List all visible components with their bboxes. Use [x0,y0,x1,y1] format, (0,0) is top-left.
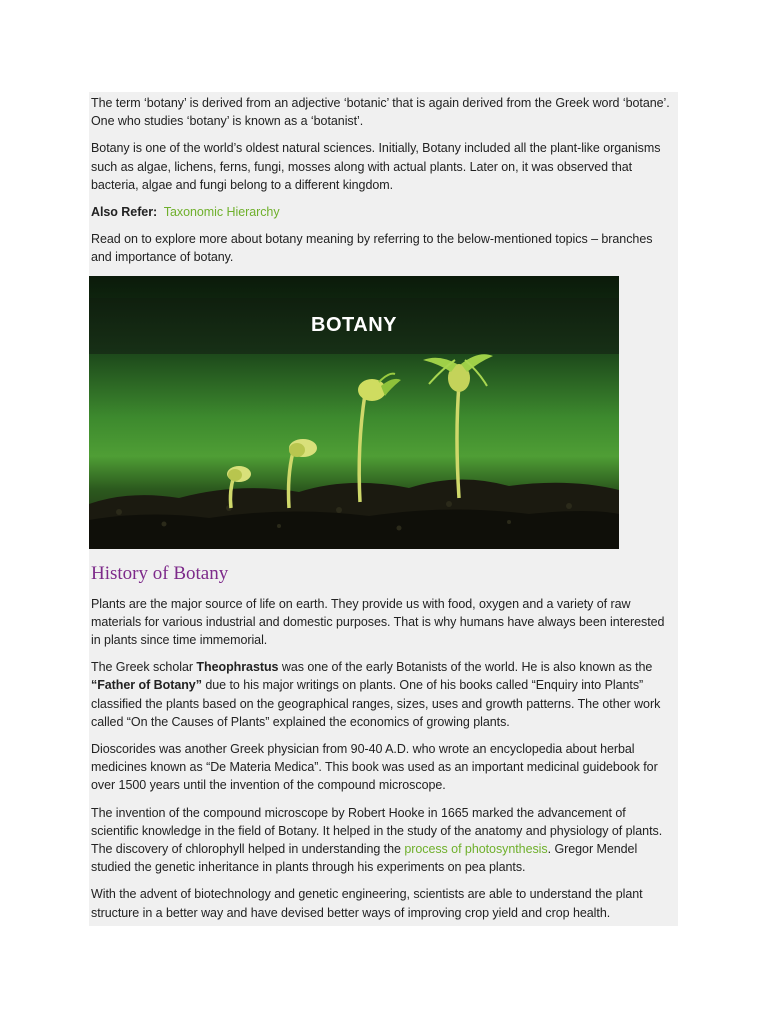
botany-image [89,276,619,549]
intro-paragraph-1: The term ‘botany’ is derived from an adjective ‘botanic’ that is again derived from the Greek word ‘botane’. One who studies ‘botany’ is known as a ‘botanist’. [91,96,670,129]
p2-text-e: due to his major writings on plants. One of his books called “Enquiry into Plants” classified the plants based on the geographical ranges, sizes, uses and growth patterns. The other work called “On the Causes of Plants” explained the economics of growing plants. [91,678,661,729]
also-refer-label: Also Refer: [91,205,158,220]
photosynthesis-link[interactable]: process of photosynthesis [404,842,548,857]
history-paragraph-3: Dioscorides was another Greek physician from 90-40 A.D. who wrote an encyclopedia about herbal medicines known as “De Materia Medica”. This book was used as an important medicinal guidebook for over 1500 years until the invention of the compound microscope. [91,742,658,793]
father-of-botany: “Father of Botany” [91,678,202,693]
p2-text-a: The Greek scholar [91,660,197,675]
p4-text-a: The invention of the compound microscope by Robert Hooke in 1665 marked the advancement of scientific knowledge in the field of Botany. It helped in the study of the anatomy and physiology of plants. The discovery of chlorophyll helped in understanding the [91,805,663,857]
seedlings-illustration [89,276,619,549]
history-paragraph-5: With the advent of biotechnology and genetic engineering, scientists are able to understand the plant structure in a better way and have devised better ways of improving crop yield and crop health. [91,887,643,920]
history-paragraph-4 [91,804,676,877]
article-content [89,92,678,926]
history-paragraph-2 [91,658,676,731]
also-refer [91,203,676,221]
history-heading: History of Botany [91,562,229,584]
intro-paragraph-3: Read on to explore more about botany meaning by referring to the below-mentioned topics – branches and importance of botany. [91,232,653,265]
taxonomic-hierarchy-link[interactable]: Taxonomic Hierarchy [163,205,280,220]
intro-paragraph-2: Botany is one of the world’s oldest natural sciences. Initially, Botany included all the plant-like organisms such as algae, lichens, ferns, fungi, mosses along with actual plants. Later on, it was observed that bacteria, algae and fungi belong to a different kingdom. [91,141,661,192]
p2-text-c: was one of the early Botanists of the world. He is also known as the [278,660,653,675]
history-paragraph-1: Plants are the major source of life on earth. They provide us with food, oxygen and a variety of raw materials for various industrial and domestic purposes. That is why humans have always been interested in plants since time immemorial. [91,596,665,648]
theophrastus-name: Theophrastus [196,660,279,675]
p4-text-b: . Gregor Mendel studied the genetic inheritance in plants through his experiments on pea plants. [91,842,638,875]
image-title: BOTANY [311,313,397,336]
